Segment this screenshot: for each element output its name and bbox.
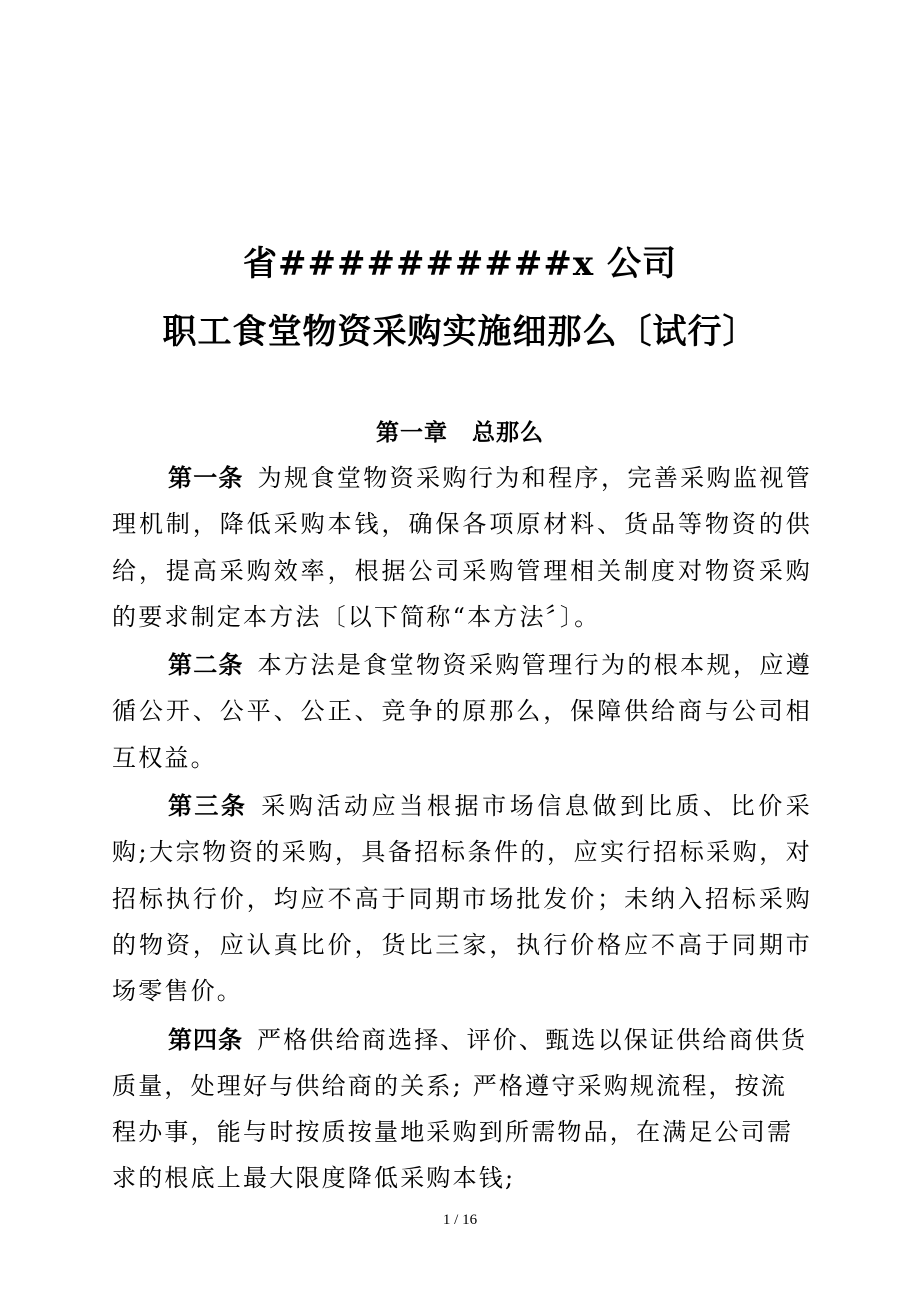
article-label: 第二条 xyxy=(168,650,244,680)
page-indicator: 1 / 16 xyxy=(442,1212,478,1228)
article-label: 第四条 xyxy=(168,1024,243,1054)
article-label: 第一条 xyxy=(168,463,244,492)
article-text: 采购活动应当根据市场信息做到比质、比价采购;大宗物资的采购，具备招标条件的，应实行招标采购，对招标执行价，均应不高于同期市场批发价；未纳入招标采购的物资，应认真比价，货比三家，执行价格应不高于同期市场零售价。 xyxy=(112,792,813,1006)
article-text: 为规食堂物资采购行为和程序，完善采购监视管理机制，降低采购本钱，确保各项原材料、货品等物资的供给，提高采购效率，根据公司采购管理相关制度对物资采购的要求制定本方法〔以下简称“本方法〞〕。 xyxy=(112,464,813,631)
article-label: 第三条 xyxy=(168,791,248,821)
article-paragraph xyxy=(112,1017,812,1202)
document-body xyxy=(112,455,812,1204)
document-title-line2: 职工食堂物资采购实施细那么〔试行〕 xyxy=(162,312,758,352)
article-text: 本方法是食堂物资采购管理行为的根本规，应遵循公开、公平、公正、竞争的原那么，保障供给商与公司相互权益。 xyxy=(112,651,813,772)
chapter-heading: 第一章 总那么 xyxy=(376,419,544,446)
article-paragraph xyxy=(112,783,812,1014)
article-text: 严格供给商选择、评价、甄选以保证供给商供货质量，处理好与供给商的关系; 严格遵守采购规流程，按流程办事，能与时按质按量地采购到所需物品，在满足公司需求的根底上最大限度降低采购本钱; xyxy=(112,1025,808,1193)
article-paragraph xyxy=(112,642,812,781)
article-paragraph xyxy=(112,455,812,640)
document-title-line1: 省##########x 公司 xyxy=(243,244,677,284)
